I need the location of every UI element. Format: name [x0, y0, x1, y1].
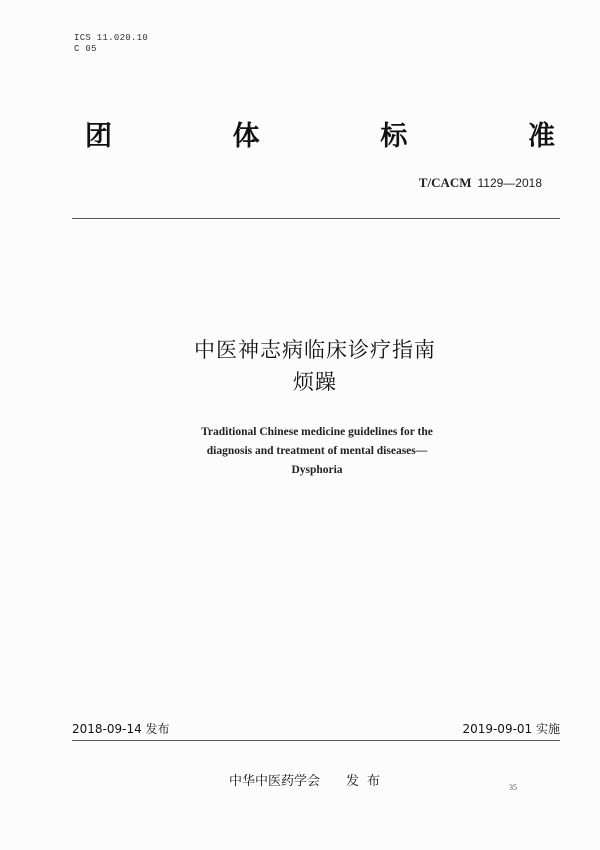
issue-date: 2018-09-14 发布 — [72, 722, 170, 736]
chinese-title-line-2: 烦躁 — [293, 370, 337, 394]
standard-type-heading — [85, 115, 555, 159]
chinese-title-line-1: 中医神志病临床诊疗指南 — [194, 338, 436, 362]
implementation-date: 2019-09-01 实施 — [462, 722, 560, 736]
top-divider — [72, 218, 560, 219]
standard-type-char: 标 — [380, 121, 408, 152]
standard-type-char: 团 — [85, 121, 112, 152]
classification-codes — [74, 33, 148, 55]
standard-type-char: 准 — [527, 121, 555, 152]
english-title-line-3: Dysphoria — [291, 464, 343, 476]
publisher-name: 中华中医药学会 — [229, 774, 321, 789]
bottom-divider — [72, 740, 560, 741]
standard-type-char: 体 — [232, 121, 260, 152]
page-mark: 35 — [509, 783, 517, 792]
standard-code-prefix: T/CACM — [418, 175, 472, 190]
ics-code: ICS 11.020.10 — [74, 33, 149, 43]
standard-code-number: 1129—2018 — [477, 176, 542, 190]
english-title — [0, 423, 600, 480]
ccs-code: C 05 — [74, 44, 97, 54]
publish-action: 发布 — [346, 774, 389, 789]
english-title-line-2: diagnosis and treatment of mental diseases— — [206, 445, 428, 457]
standard-number — [419, 175, 542, 191]
english-title-line-1: Traditional Chinese medicine guidelines for the — [201, 426, 433, 438]
chinese-title — [0, 334, 600, 398]
publisher-line — [229, 770, 388, 789]
